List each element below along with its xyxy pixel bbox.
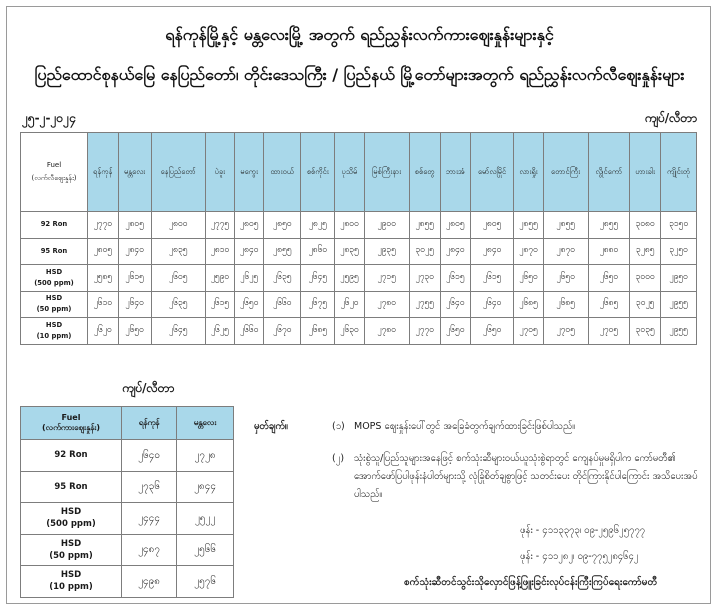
fuel-type-name: HSD (45, 294, 63, 303)
city-header: စစ်ကိုင်း (301, 133, 335, 212)
fuel-header-subtitle: (လက်လီဈေးနှုန်း) (31, 174, 77, 182)
city-header: မြစ်ကြီးနား (364, 133, 409, 212)
table-row (21, 440, 234, 472)
price-cell: ၂၆၅၀ (440, 318, 470, 345)
price-cell: ၂၆၃၀ (335, 318, 364, 345)
note-1-number: (၁) (332, 421, 345, 432)
price-cell: ၃၂၈၅ (630, 238, 661, 265)
city-header: မကွေး (234, 133, 263, 212)
price-cell: ၂၆၈၅ (543, 291, 588, 318)
wholesale-price-cell: ၂၄၉၈ (122, 566, 177, 598)
wholesale-fuel-header (21, 407, 122, 440)
price-cell: ၂၆၁၀ (88, 291, 119, 318)
price-cell: ၂၇၇၀ (409, 318, 440, 345)
fuel-header-title: Fuel (46, 161, 62, 169)
price-cell: ၂၅၈၅ (88, 265, 119, 292)
fuel-type-grade: (500 ppm) (46, 519, 96, 530)
table-row (21, 265, 697, 292)
price-cell: ၃၀၂၅ (630, 291, 661, 318)
fuel-type-label (21, 534, 122, 566)
price-cell: ၂၈၄၀ (470, 238, 514, 265)
price-cell: ၃၀၀၀ (630, 265, 661, 292)
fuel-type-label (21, 291, 88, 318)
fuel-type-label (21, 566, 122, 598)
price-cell: ၂၈၇၀ (514, 238, 543, 265)
price-cell: ၂၆၄၀ (440, 291, 470, 318)
wholesale-price-cell: ၂၅၇၆ (177, 566, 234, 598)
city-header: ပုသိမ် (335, 133, 364, 212)
fuel-type-label (21, 471, 122, 503)
fuel-type-label (21, 265, 88, 292)
unit-label-wholesale: ကျပ်/လီတာ (122, 381, 175, 395)
notes-heading: မှတ်ချက်။ (254, 421, 288, 432)
price-cell: ၂၆၃၅ (151, 291, 205, 318)
table-row (21, 212, 697, 239)
price-cell: ၂၈၈၀ (588, 238, 629, 265)
price-cell: ၂၇၈၀ (364, 318, 409, 345)
price-cell: ၂၇၀၅ (543, 318, 588, 345)
price-cell: ၂၆၅၀ (543, 265, 588, 292)
wholesale-price-cell: ၂၄၄၄ (122, 503, 177, 535)
wholesale-table-header-row (21, 407, 234, 440)
wholesale-fuel-title: Fuel (61, 412, 81, 422)
price-cell: ၂၆၂၅ (234, 265, 263, 292)
price-cell: ၂၆၅၀ (234, 291, 263, 318)
price-cell: ၂၉၃၅ (364, 238, 409, 265)
price-cell: ၃၁၅၀ (661, 212, 697, 239)
fuel-type-name: HSD (60, 507, 82, 518)
city-header: လွိုင်ကော် (588, 133, 629, 212)
wholesale-fuel-subtitle: (လက်ကားဈေးနှုန်း) (41, 422, 101, 432)
price-cell: ၂၈၂၅ (301, 212, 335, 239)
price-cell: ၂၆၂၀ (335, 291, 364, 318)
price-cell: ၂၉၅၅ (661, 291, 697, 318)
price-cell: ၂၈၃၅ (335, 238, 364, 265)
price-cell: ၂၈၅၅ (264, 238, 301, 265)
price-cell: ၂၉၅၅ (661, 318, 697, 345)
retail-table-header-row (21, 133, 697, 212)
price-cell: ၂၈၅၅ (409, 212, 440, 239)
retail-price-table (20, 132, 697, 345)
city-header: နေပြည်တော် (151, 133, 205, 212)
price-cell: ၂၆၄၀ (118, 291, 151, 318)
price-cell: ၂၈၀၅ (234, 212, 263, 239)
price-cell: ၂၇၇၅ (205, 212, 234, 239)
price-cell: ၂၆၈၅ (588, 291, 629, 318)
wholesale-price-cell: ၂၅၆၆ (177, 534, 234, 566)
fuel-type-name: HSD (45, 267, 63, 276)
fuel-type-label (21, 503, 122, 535)
price-cell: ၃၀၂၅ (409, 238, 440, 265)
price-cell: ၂၆၈၅ (514, 291, 543, 318)
price-cell: ၂၇၇၀ (88, 212, 119, 239)
city-header: ကျိုင်းတုံ (661, 133, 697, 212)
price-cell: ၂၆၆၀ (234, 318, 263, 345)
price-cell: ၂၈၅၀ (264, 212, 301, 239)
price-cell: ၂၆၂၀ (88, 318, 119, 345)
fuel-type-name: 95 Ron (54, 481, 88, 492)
price-date: ၂၅-၂-၂၀၂၄ (22, 111, 76, 125)
price-cell: ၃၂၅၀ (661, 238, 697, 265)
price-cell: ၂၈၄၀ (118, 238, 151, 265)
note-2-text: သုံးစွဲသူ/ပြည်သူများအနေဖြင့် စက်သုံးဆီများဝယ်ယူသုံးစွဲရာတွင် ကျေနပ်မှုမရှိပါက ကော်မတီ၏ အောက်ဖော်ပြပါဖုန်းနံပါတ်များသို့ လုံခြုံစိတ်ချစွာဖြင့် သတင်းပေး တိုင်ကြားနိုင်ပါကြောင်း အသိပေးအပ်ပါသည်။ (354, 453, 698, 500)
fuel-type-grade: (50 ppm) (36, 305, 72, 314)
price-cell: ၂၇၅၅ (409, 291, 440, 318)
price-cell: ၂၇၀၅ (588, 318, 629, 345)
committee-signature: စက်သုံးဆီတင်သွင်းသိုလှောင်ဖြန့်ဖြူးခြင်းလုပ်ငန်းကြီးကြပ်ရေးကော်မတီ (404, 577, 658, 588)
price-cell: ၂၆၂၅ (205, 318, 234, 345)
price-cell: ၂၆၄၀ (470, 291, 514, 318)
wholesale-price-cell: ၂၈၄၄ (177, 471, 234, 503)
fuel-type-name: HSD (45, 320, 63, 329)
price-cell: ၂၆၄၅ (151, 318, 205, 345)
city-header: တောင်ကြီး (543, 133, 588, 212)
price-cell: ၂၈၃၅ (151, 238, 205, 265)
price-cell: ၂၇၈၀ (364, 291, 409, 318)
wholesale-col-yangon: ရန်ကုန် (122, 407, 177, 440)
price-cell: ၂၈၅၅ (514, 212, 543, 239)
table-row (21, 503, 234, 535)
price-cell: ၂၈၀၅ (88, 238, 119, 265)
city-header: စစ်တွေ (409, 133, 440, 212)
price-cell: ၂၆၁၅ (470, 265, 514, 292)
price-cell: ၂၆၁၅ (118, 265, 151, 292)
fuel-type-grade: (500 ppm) (34, 278, 74, 287)
page-title-line2: ပြည်ထောင်စုနယ်မြေ နေပြည်တော်၊ တိုင်းဒေသကြီး / ပြည်နယ် မြို့တော်များအတွက် ရည်ညွှန်းလက်လီဈေးနှုန်းများ (34, 65, 685, 84)
price-cell: ၂၆၅၀ (588, 265, 629, 292)
fuel-type-name: HSD (60, 538, 82, 549)
price-cell: ၂၈၆၀ (301, 238, 335, 265)
fuel-type-name: 92 Ron (40, 220, 68, 229)
note-2-number: (၂) (332, 453, 345, 464)
city-header: ဟားခါး (630, 133, 661, 212)
fuel-type-label (21, 318, 88, 345)
price-cell: ၂၈၁၀ (205, 238, 234, 265)
fuel-type-name: 95 Ron (40, 246, 68, 255)
price-cell: ၂၈၄၀ (440, 238, 470, 265)
table-row (21, 291, 697, 318)
page-title-line1: ရန်ကုန်မြို့နှင့် မန္တလေးမြို့ အတွက် ရည်ညွှန်းလက်ကားဈေးနှုန်းများနှင့် (165, 25, 554, 44)
price-cell: ၂၅၉၅ (335, 265, 364, 292)
price-cell: ၂၆၅၀ (470, 318, 514, 345)
fuel-type-grade: (10 ppm) (36, 331, 72, 340)
price-cell: ၃၀၃၅ (630, 318, 661, 345)
fuel-type-grade: (10 ppm) (49, 582, 93, 593)
price-cell: ၂၈၇၀ (543, 238, 588, 265)
price-cell: ၂၈၀၀ (335, 212, 364, 239)
table-row (21, 238, 697, 265)
wholesale-price-cell: ၂၅၂၂ (177, 503, 234, 535)
unit-label-retail: ကျပ်/လီတာ (644, 111, 697, 125)
city-header: မော်လမြိုင် (470, 133, 514, 212)
table-row (21, 534, 234, 566)
city-header: မန္တလေး (118, 133, 151, 212)
table-row (21, 318, 697, 345)
price-cell: ၂၆၀၅ (151, 265, 205, 292)
city-header: ထားဝယ် (264, 133, 301, 212)
price-cell: ၂၈၀၅ (470, 212, 514, 239)
price-cell: ၂၉၀၀ (364, 212, 409, 239)
wholesale-price-cell: ၂၇၃၆ (122, 471, 177, 503)
price-cell: ၂၇၁၅ (364, 265, 409, 292)
price-cell: ၂၉၅၀ (661, 265, 697, 292)
price-cell: ၂၆၁၅ (205, 291, 234, 318)
price-cell: ၂၇၀၅ (514, 318, 543, 345)
price-cell: ၂၆၃၅ (264, 265, 301, 292)
table-row (21, 471, 234, 503)
price-cell: ၂၇၃၀ (409, 265, 440, 292)
price-cell: ၂၈၄၀ (234, 238, 263, 265)
table-row (21, 566, 234, 598)
phone-number-2: ဖုန်း - ၄၁၁၂၈၂၊ ၀၉-၇၇၅၂၈၄၆၄၂ (520, 551, 639, 562)
price-cell: ၂၈၀၅ (440, 212, 470, 239)
fuel-type-label (21, 440, 122, 472)
wholesale-price-table (20, 406, 234, 598)
price-cell: ၂၈၅၅ (588, 212, 629, 239)
price-cell: ၂၆၇၅ (301, 291, 335, 318)
price-cell: ၂၆၅၀ (514, 265, 543, 292)
city-header: ရန်ကုန် (88, 133, 119, 212)
wholesale-col-mandalay: မန္တလေး (177, 407, 234, 440)
fuel-type-name: HSD (60, 570, 82, 581)
price-cell: ၂၆၄၅ (301, 265, 335, 292)
price-cell: ၂၆၅၀ (118, 318, 151, 345)
price-cell: ၂၆၁၅ (440, 265, 470, 292)
note-1-text: MOPS ဈေးနှုန်းပေါ်တွင် အခြေခံတွက်ချက်ထားခြင်းဖြစ်ပါသည်။ (354, 421, 576, 432)
fuel-type-label (21, 238, 88, 265)
price-cell: ၂၈၀၀ (151, 212, 205, 239)
price-cell: ၂၅၉၀ (205, 265, 234, 292)
city-header: လားရှိုး (514, 133, 543, 212)
city-header: ဘားအံ (440, 133, 470, 212)
price-cell: ၃၀၈၀ (630, 212, 661, 239)
wholesale-price-cell: ၂၇၂၈ (177, 440, 234, 472)
fuel-column-header (21, 133, 88, 212)
fuel-type-name: 92 Ron (54, 450, 88, 461)
fuel-type-label (21, 212, 88, 239)
price-cell: ၂၈၅၅ (543, 212, 588, 239)
city-header: ပဲခူး (205, 133, 234, 212)
fuel-type-grade: (50 ppm) (49, 550, 93, 561)
price-cell: ၂၆၈၅ (301, 318, 335, 345)
wholesale-price-cell: ၂၄၈၇ (122, 534, 177, 566)
price-cell: ၂၆၇၀ (264, 318, 301, 345)
price-cell: ၂၆၆၀ (264, 291, 301, 318)
phone-number-1: ဖုန်း - ၄၁၁၃၃၇၃၊ ၀၉-၂၅၉၆၂၅၇၇၇ (520, 525, 646, 536)
wholesale-price-cell: ၂၆၄၀ (122, 440, 177, 472)
price-cell: ၂၈၀၅ (118, 212, 151, 239)
